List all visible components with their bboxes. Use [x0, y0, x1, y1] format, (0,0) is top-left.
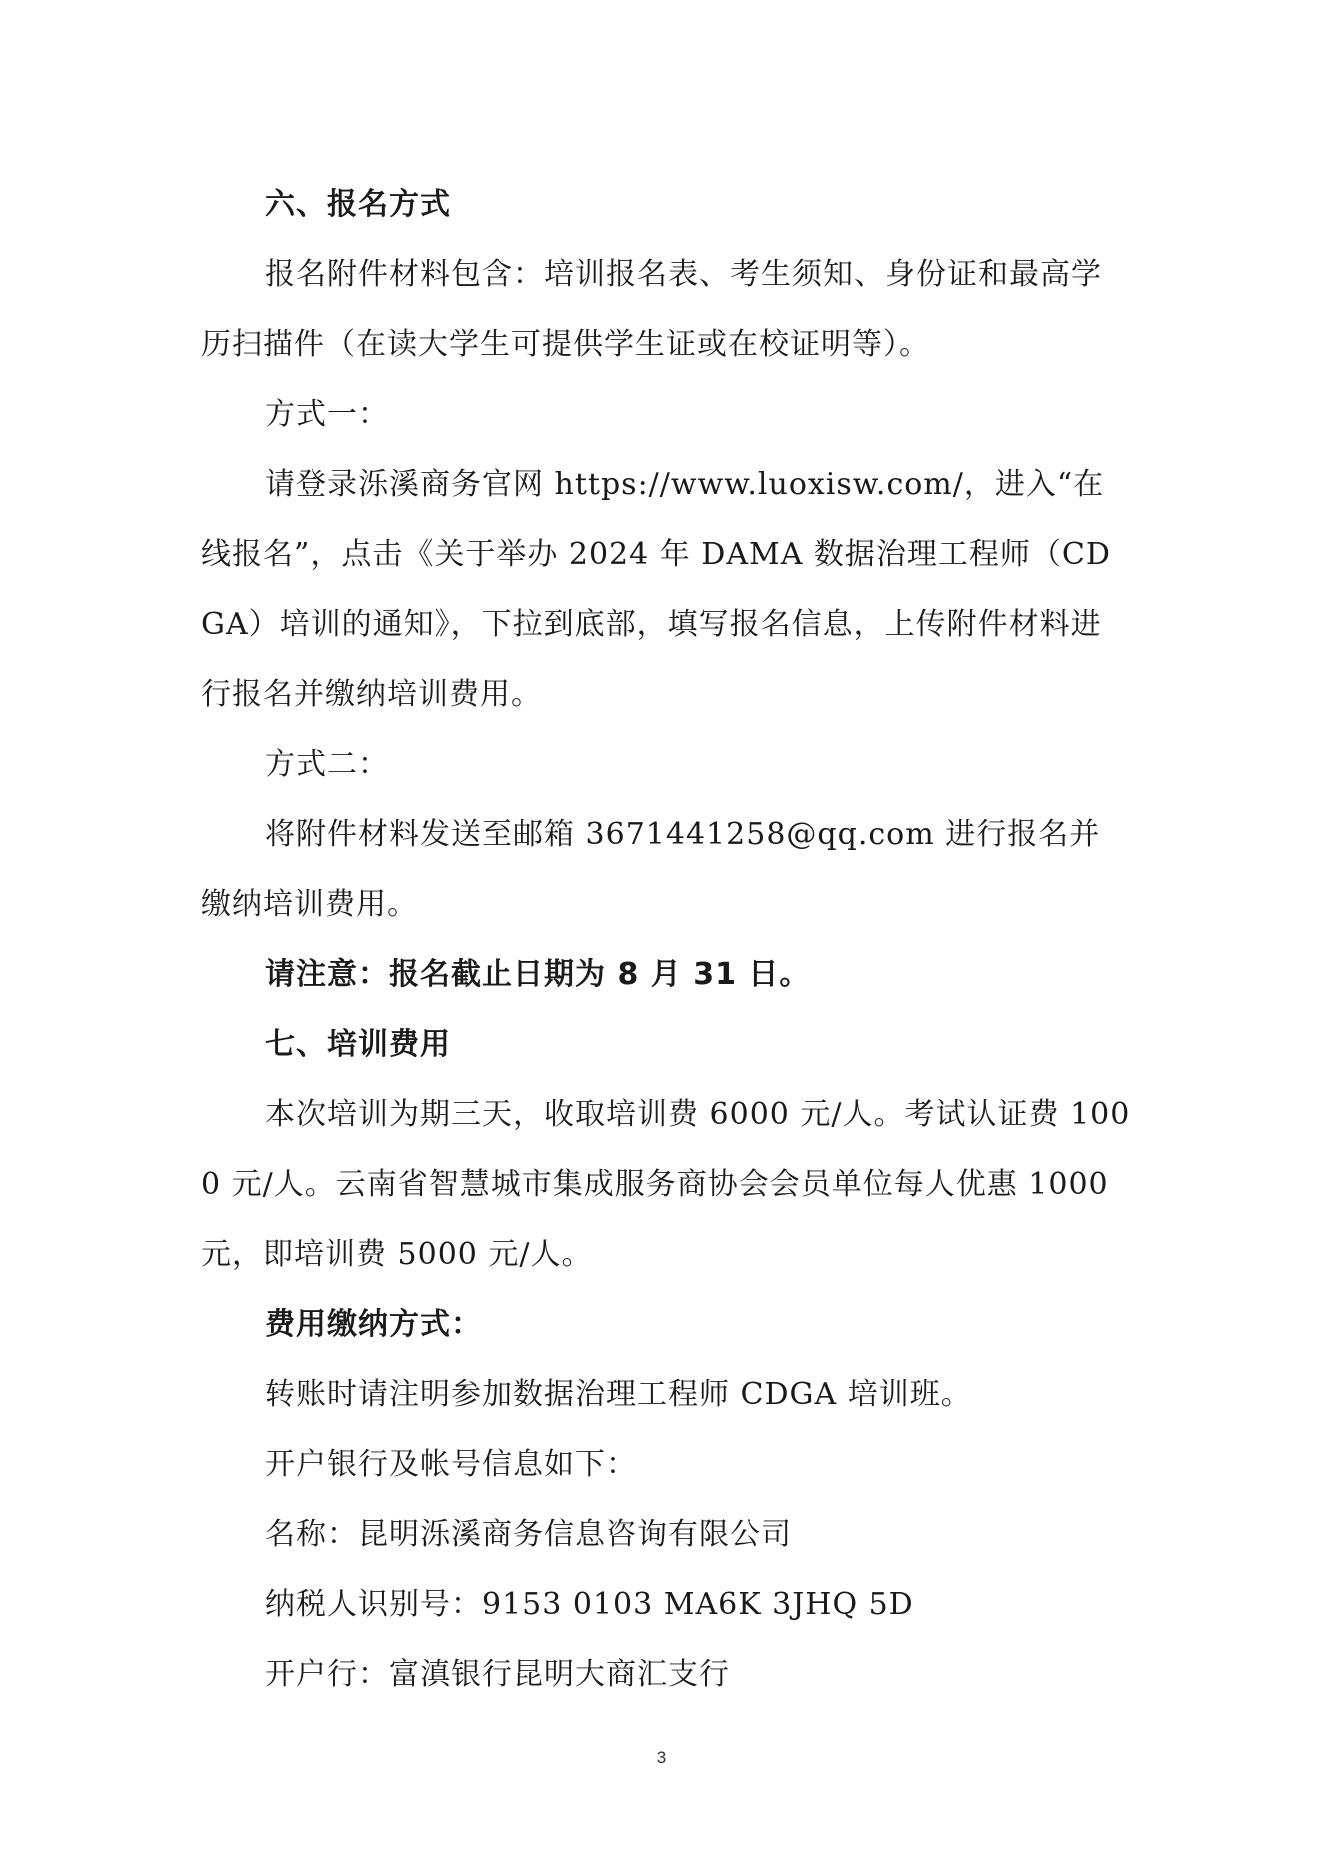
paragraph-method-two-label: 方式二：: [265, 747, 389, 782]
section-heading-fees: 七、培训费用: [265, 1027, 451, 1062]
paragraph-fee-details: 本次培训为期三天，收取培训费 6000 元/人。考试认证费 1000 元/人。云南省智慧城市集成服务商协会会员单位每人优惠 1000 元，即培训费 5000 元/人。: [201, 1097, 1131, 1272]
paragraph-bank-branch: 开户行：富滇银行昆明大商汇支行: [265, 1657, 730, 1692]
paragraph-tax-id: 纳税人识别号：9153 0103 MA6K 3JHQ 5D: [265, 1587, 914, 1622]
deadline-notice: 请注意：报名截止日期为 8 月 31 日。: [265, 957, 811, 992]
document-body: [201, 170, 1131, 1710]
paragraph-method-one-label: 方式一：: [265, 397, 389, 432]
paragraph-transfer-note: 转账时请注明参加数据治理工程师 CDGA 培训班。: [265, 1377, 972, 1412]
paragraph-method-one: 请登录泺溪商务官网 https://www.luoxisw.com/，进入“在线报名”，点击《关于举办 2024 年 DAMA 数据治理工程师（CDGA）培训的通知》，下拉到底部，填写报名信息，上传附件材料进行报名并缴纳培训费用。: [201, 467, 1111, 712]
section-heading-registration: 六、报名方式: [265, 187, 451, 222]
paragraph-bank-info-intro: 开户银行及帐号信息如下：: [265, 1447, 637, 1482]
paragraph-account-name: 名称：昆明泺溪商务信息咨询有限公司: [265, 1517, 792, 1552]
payment-method-title: 费用缴纳方式：: [265, 1307, 482, 1342]
paragraph-method-two: 将附件材料发送至邮箱 3671441258@qq.com 进行报名并缴纳培训费用。: [201, 817, 1101, 922]
paragraph-attachments: 报名附件材料包含：培训报名表、考生须知、身份证和最高学历扫描件（在读大学生可提供学生证或在校证明等）。: [201, 257, 1102, 362]
page-number: 3: [656, 1748, 667, 1767]
